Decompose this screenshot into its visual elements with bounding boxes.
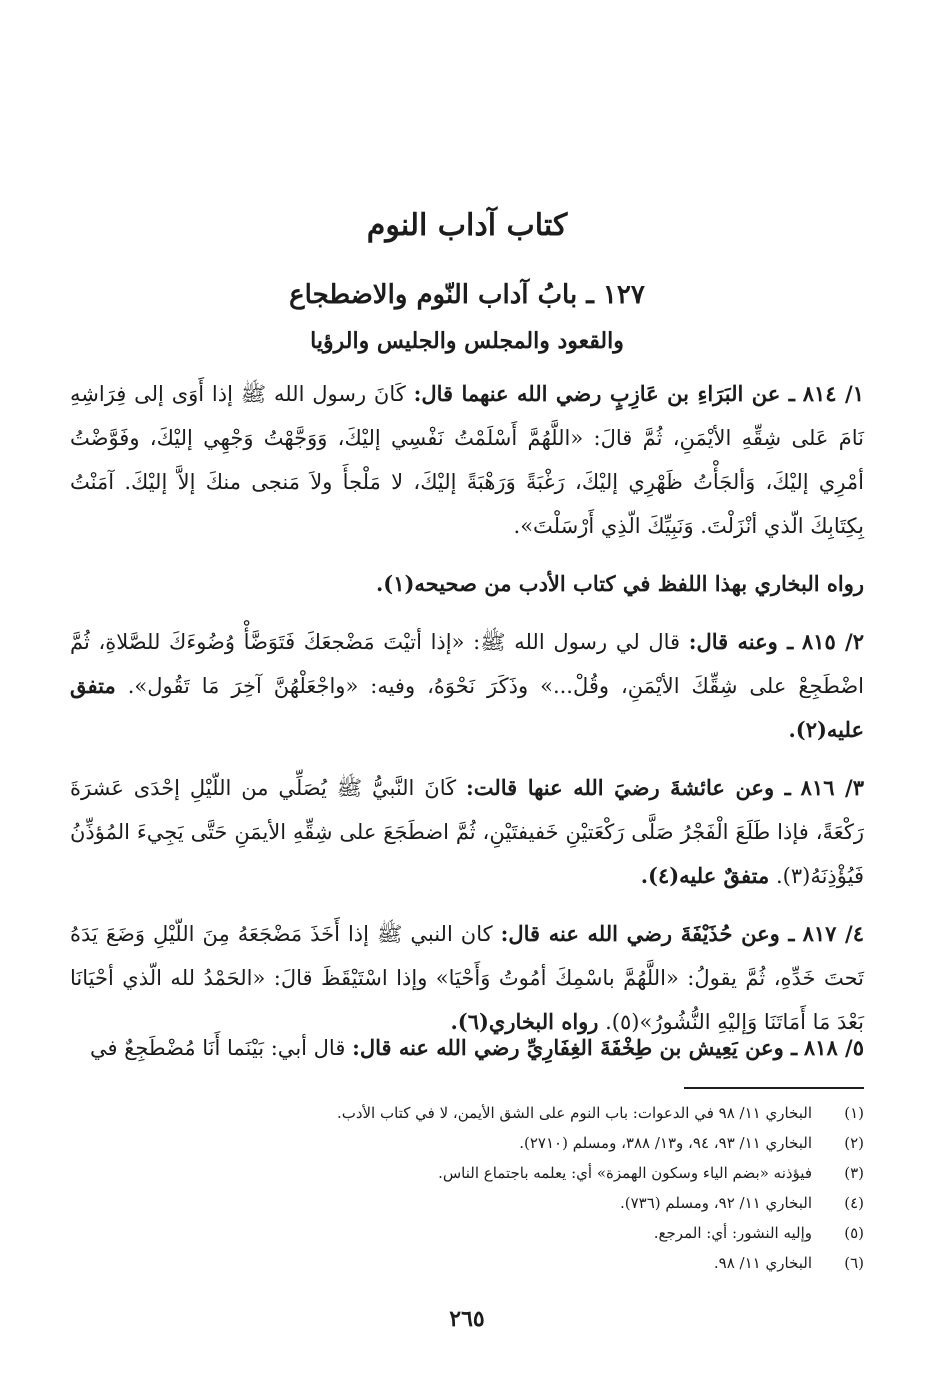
footnote-number: (٥) [844,1224,864,1242]
hadith-source: رواه البخاري بهذا اللفظ في كتاب الأدب من صحيحه(١). [375,571,864,596]
footnote-number: (٢) [844,1134,864,1152]
hadith-source: رواه البخاري(٦). [450,1009,599,1034]
footnote-divider [684,1087,864,1089]
footnote-text: البخاري ١١/ ٩٨ في الدعوات: باب النوم على الشق الأيمن، لا في كتاب الأدب. [336,1104,812,1122]
footnote-number: (١) [844,1104,864,1122]
hadith-number: ٢/ ٨١٥ [801,629,864,654]
chapter-subtitle: والقعود والمجلس والجليس والرؤيا [310,328,624,354]
hadith-number: ٣/ ٨١٦ [800,775,864,800]
hadith-lead: ـ وعن يَعِيش بن طِخْفَةَ الغِفَارِيِّ رضي الله عنه قال: [352,1035,798,1060]
footnote-item [70,1218,864,1248]
footnote-text: وإليه النشور: أي: المرجع. [653,1224,812,1242]
footnote-item [70,1128,864,1158]
hadith-817 [70,912,864,1044]
footnotes [70,1098,864,1278]
hadith-lead: ـ وعن عائشةَ رضيَ الله عنها قالت: [466,775,791,800]
hadith-source: متفق عليه(٢). [70,673,864,742]
footnote-text: البخاري ١١/ ٩٢، ومسلم (٧٣٦). [620,1194,812,1212]
hadith-lead: ـ وعنه قال: [688,629,794,654]
page-number: ٢٦٥ [449,1306,485,1332]
footnote-text: البخاري ١١/ ٩٨. [713,1254,812,1272]
hadith-text: كان النبي ﷺ إذا أَخَذَ مَضْجَعَهُ مِنَ اللّيْلِ وَضَعَ يَدَهُ تَحتَ خَدِّهِ، ثُمَّ يقولُ: «اللَّهُمَّ باسْمِكَ أمُوتُ وَأَحْيَا» وإذا اسْتَيْقَظَ قالَ: «الحَمْدُ لله الّذي أحْيَانَا بَعْدَ مَا أَمَاتَنَا وَإليْهِ النُّشُورُ»(٥). [70,922,864,1034]
hadith-text: قال لي رسول الله ﷺ: «إذا أتيْتَ مَضْجعَكَ فَتَوَضَّأْ وُضُوءَكَ للصَّلاةِ، ثُمَّ اضْطَجِعْ على شِقِّكَ الأيْمَنِ، وقُلْ...» وذَكَرَ نَحْوَهُ، وفيه: «واجْعَلْهُنَّ آخِرَ مَا تَقُول». [70,630,864,698]
chapter-title: ١٢٧ ـ بابُ آداب النّوم والاضطجاع [289,280,645,310]
hadith-number: ٤/ ٨١٧ [802,921,865,946]
hadith-818 [70,1026,864,1070]
hadith-814 [70,372,864,548]
footnote-number: (٤) [844,1194,864,1212]
hadith-lead: ـ عن البَرَاءِ بن عَازِبٍ رضي الله عنهما قال: [413,381,795,406]
footnote-text: البخاري ١١/ ٩٣، ٩٤، و١٣/ ٣٨٨، ومسلم (٢٧١٠). [519,1134,812,1152]
hadith-source: متفقٌ عليه(٤). [640,863,770,888]
hadith-number: ١/ ٨١٤ [802,381,864,406]
hadith-number: ٥/ ٨١٨ [803,1035,864,1060]
hadith-815 [70,620,864,752]
footnote-text: فيؤذنه «بضم الياء وسكون الهمزة» أي: يعلمه باجتماع الناس. [438,1164,812,1182]
hadith-lead: ـ وعن حُذَيْفَةَ رضي الله عنه قال: [500,921,795,946]
footnote-item [70,1158,864,1188]
footnote-number: (٣) [844,1164,864,1182]
book-title: كتاب آداب النوم [366,208,568,243]
footnote-item [70,1098,864,1128]
footnote-item [70,1248,864,1278]
footnote-number: (٦) [844,1254,864,1272]
hadith-816 [70,766,864,898]
hadith-814-source [70,562,864,606]
hadith-text: قال أبي: بَيْنَما أَنَا مُضْطَجِعٌ في [89,1036,346,1060]
hadith-text: كَانَ النَّبيُّ ﷺ يُصَلِّي من اللّيْلِ إحْدَى عَشرَةَ رَكْعَةً، فإذا طَلَعَ الْفَجْرُ صَلَّى رَكْعَتيْنِ خَفيفتَيْنِ، ثُمَّ اضطَجَعَ على شِقِّهِ الأيمَنِ حَتَّى يَجِيءَ المُؤذِّنُ فَيُؤْذِنَهُ(٣). [70,776,864,888]
hadith-body [70,372,864,1044]
hadith-text: كَانَ رسول الله ﷺ إذا أَوَى إلى فِرَاشِهِ نَامَ عَلى شِقِّهِ الأيْمَنِ، ثُمَّ قالَ: «اللَّهُمَّ أَسْلَمْتُ نَفْسِي إليْكَ، وَوَجَّهْتُ وَجْهِي إليْكَ، وفَوَّضْتُ أمْرِي إليْكَ، وَألجَأْتُ ظَهْرِي إليْكَ، رَغْبَةً وَرَهْبَةً إليْكَ، لا مَلْجأَ ولاَ مَنجى منكَ إلاَّ إليْكَ. آمَنْتُ بِكِتَابِكَ الّذي أنْزَلْتَ. وَنَبِيِّكَ الّذِي أَرْسَلْتَ». [70,382,864,538]
footnote-item [70,1188,864,1218]
